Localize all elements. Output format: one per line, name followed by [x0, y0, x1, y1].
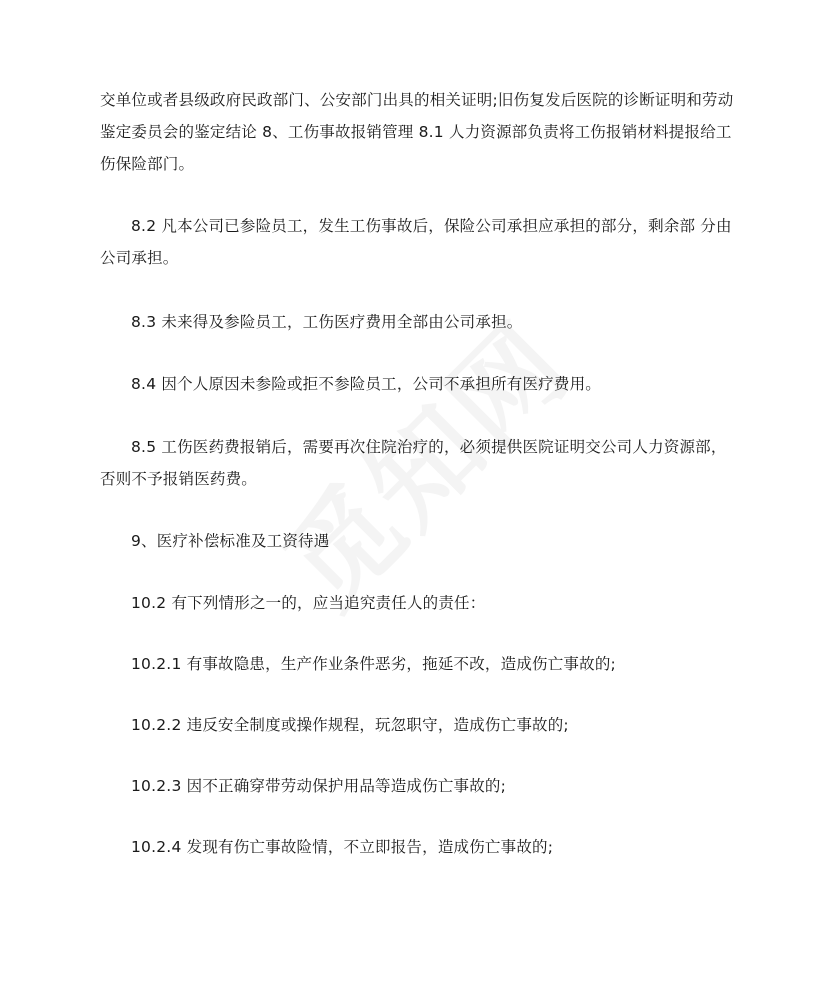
paragraph-8-2: 8.2 凡本公司已参险员工，发生工伤事故后，保险公司承担应承担的部分，剩余部 分由公司承担。 — [100, 217, 732, 267]
paragraph-8-4: 8.4 因个人原因未参险或拒不参险员工，公司不承担所有医疗费用。 — [131, 375, 601, 393]
paragraph-10-2-1: 10.2.1 有事故隐患，生产作业条件恶劣，拖延不改，造成伤亡事故的; — [131, 655, 616, 673]
paragraph-10-2-4: 10.2.4 发现有伤亡事故险情，不立即报告，造成伤亡事故的; — [131, 838, 554, 856]
paragraph-1: 交单位或者县级政府民政部门、公安部门出具的相关证明;旧伤复发后医院的诊断证明和劳动鉴定委员会的鉴定结论 8、工伤事故报销管理 8.1 人力资源部负责将工伤报销材料提报给工伤保险部门。 — [100, 91, 734, 173]
paragraph-10-2-3: 10.2.3 因不正确穿带劳动保护用品等造成伤亡事故的; — [131, 777, 507, 795]
paragraph-10-2: 10.2 有下列情形之一的，应当追究责任人的责任： — [131, 594, 486, 612]
paragraph-8-3: 8.3 未来得及参险员工，工伤医疗费用全部由公司承担。 — [131, 313, 523, 331]
paragraph-10-2-2: 10.2.2 违反安全制度或操作规程，玩忽职守，造成伤亡事故的; — [131, 716, 569, 734]
paragraph-9: 9、医疗补偿标准及工资待遇 — [131, 532, 330, 550]
paragraph-8-5: 8.5 工伤医药费报销后，需要再次住院治疗的，必须提供医院证明交公司人力资源部，否则不予报销医药费。 — [100, 438, 727, 488]
